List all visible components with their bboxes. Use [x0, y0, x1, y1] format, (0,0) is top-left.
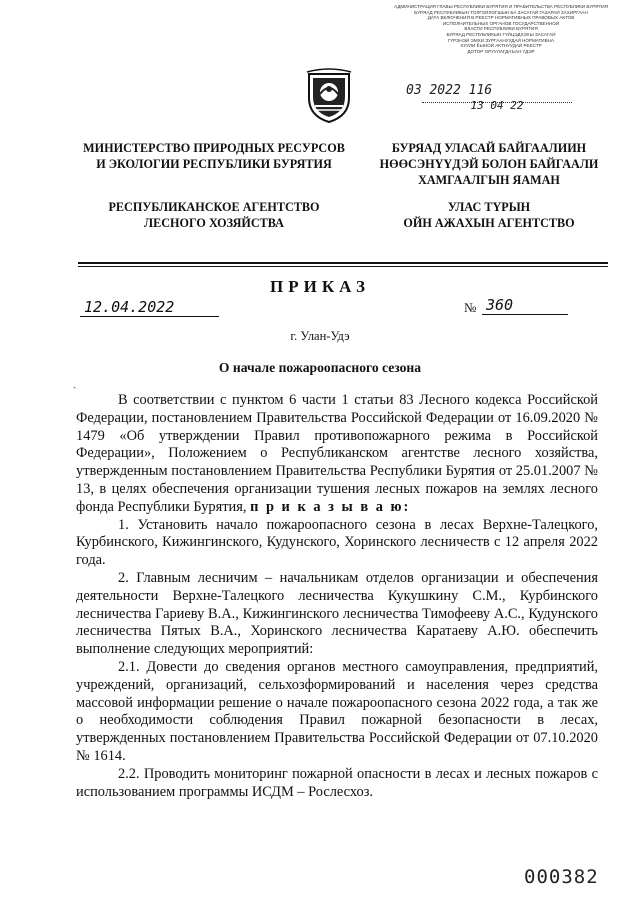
order-number: 360 [482, 296, 568, 315]
registration-stamp [392, 4, 610, 116]
order-date: 12.04.2022 [80, 298, 219, 317]
header-rule-thick [78, 262, 608, 264]
header-line: БУРЯАД УЛАСАЙ БАЙГААЛИИН [391, 141, 587, 155]
header-line: МИНИСТЕРСТВО ПРИРОДНЫХ РЕСУРСОВ [83, 141, 345, 155]
stamp-line: БУРЯАД РЕСПУБЛИКЫН ГҮЙЦЭДХЭХЫ ЗАСАГАЙ [446, 31, 556, 37]
agency-name-bua [372, 199, 606, 231]
stamp-line: ДОТОР ОРУУЛАГДАЪАН ҮДЭР [467, 48, 535, 54]
clause-2-2: 2.2. Проводить мониторинг пожарной опасности в лесах и лесных пожаров с использованием программы ИСДМ – Рослесхоз. [76, 765, 598, 800]
stamp-line: ИСПОЛНИТЕЛЬНЫХ ОРГАНОВ ГОСУДАРСТВЕННОЙ [442, 20, 560, 26]
document-type-title: ПРИКАЗ [270, 277, 370, 296]
header-line: УЛАС ТҮРЫН [447, 200, 531, 214]
intro-command: п р и к а з ы в а ю: [250, 498, 411, 515]
order-number-label: № [464, 300, 477, 315]
ministry-name-ru [80, 140, 348, 172]
stamp-line: ХУУЛИ ЁЫНОЙ АКТНУУДАЙ РЕЕСТР [460, 43, 542, 49]
scan-mark: ˎ [73, 378, 77, 389]
header-line: ХАМГААЛГЫН ЯАМАН [418, 173, 560, 187]
header-line: РЕСПУБЛИКАНСКОЕ АГЕНТСТВО [108, 200, 320, 214]
header-line: И ЭКОЛОГИИ РЕСПУБЛИКИ БУРЯТИЯ [96, 157, 332, 171]
header-rule-thin [78, 266, 608, 267]
page-number: 000382 [524, 866, 599, 888]
stamp-line: ДАТА ВКЛЮЧЕНИЯ В РЕЕСТР НОРМАТИВНЫХ ПРАВОВЫХ АКТОВ [427, 15, 575, 21]
stamp-line: ГҮРЭНЭЙ ЭМХИ ЗУРГААНУУДАЙ НОРМАТИВНА [447, 37, 555, 43]
clause-2-1: 2.1. Довести до сведения органов местного самоуправления, предприятий, учреждений, организаций, сельхозформирований и населения через средства массовой информации решение о начале пожароопасного сезона 2022 года, а так же о необходимости соблюдения Правил пожарной безопасности в лесах, утвержденных постановлением Правительства Российской Федерации от 07.10.2020 № 1614. [76, 658, 598, 764]
intro-paragraph [76, 392, 598, 517]
order-city: г. Улан-Удэ [290, 329, 350, 343]
header-line: НӨӨСЭНҮҮДЭЙ БОЛОН БАЙГААЛИ [379, 157, 599, 171]
intro-text: В соответствии с пунктом 6 части 1 статьи 83 Лесного кодекса Российской Федерации, постановлением Правительства Российской Федерации от 16.09.2020 № 1479 «Об утверждении Правил противопожарного режима в Российской Федерации», Положением о Республиканском агентстве лесного хозяйства, утвержденным постановлением Правительства Республики Бурятия от 25.01.2007 № 13, в целях обеспечения организации тушения лесных пожаров на землях лесного фонда Республики Бурятия, [76, 392, 598, 515]
header-line: ЛЕСНОГО ХОЗЯЙСТВА [144, 216, 284, 230]
coat-of-arms-emblem [305, 68, 353, 124]
agency-name-ru [80, 199, 348, 231]
order-body [76, 392, 598, 801]
stamp-line: АДМИНИСТРАЦИЯ ГЛАВЫ РЕСПУБЛИКИ БУРЯТИЯ И ПРАВИТЕЛЬСТВА РЕСПУБЛИКИ БУРЯТИЯ [394, 4, 608, 9]
stamp-line: ВЛАСТИ РЕСПУБЛИКИ БУРЯТИЯ [464, 26, 538, 32]
clause-2: 2. Главным лесничим – начальникам отделов организации и обеспечения деятельности Верхне-Талецкого лесничества Кукушкину С.М., Курбинского лесничества Гариеву В.А., Кижингинского лесничества Тимофееву А.С., Кудунского лесничества Пятых В.А., Хоринского лесничества Каратаеву А.Ю. обеспечить выполнение следующих мероприятий: [76, 569, 598, 658]
stamp-line: БУРЯАД РЕСПУБЛИКЫН ТОЛГОЙЛОГШЫН БА ЗАСАГАЙ ГАЗАРАЙ ЗАХИРГААН [414, 9, 588, 15]
stamp-reg-date: 13 04 22 [422, 102, 572, 109]
order-subject: О начале пожароопасного сезона [218, 360, 422, 375]
stamp-reg-number: 03 2022 116 [406, 83, 493, 98]
clause-1: 1. Установить начало пожароопасного сезона в лесах Верхне-Талецкого, Курбинского, Кижингинского, Кудунского, Хоринского лесничеств с 12 апреля 2022 года. [76, 516, 598, 569]
header-line: ОЙН АЖАХЫН АГЕНТСТВО [403, 216, 575, 230]
ministry-name-bua [372, 140, 606, 188]
